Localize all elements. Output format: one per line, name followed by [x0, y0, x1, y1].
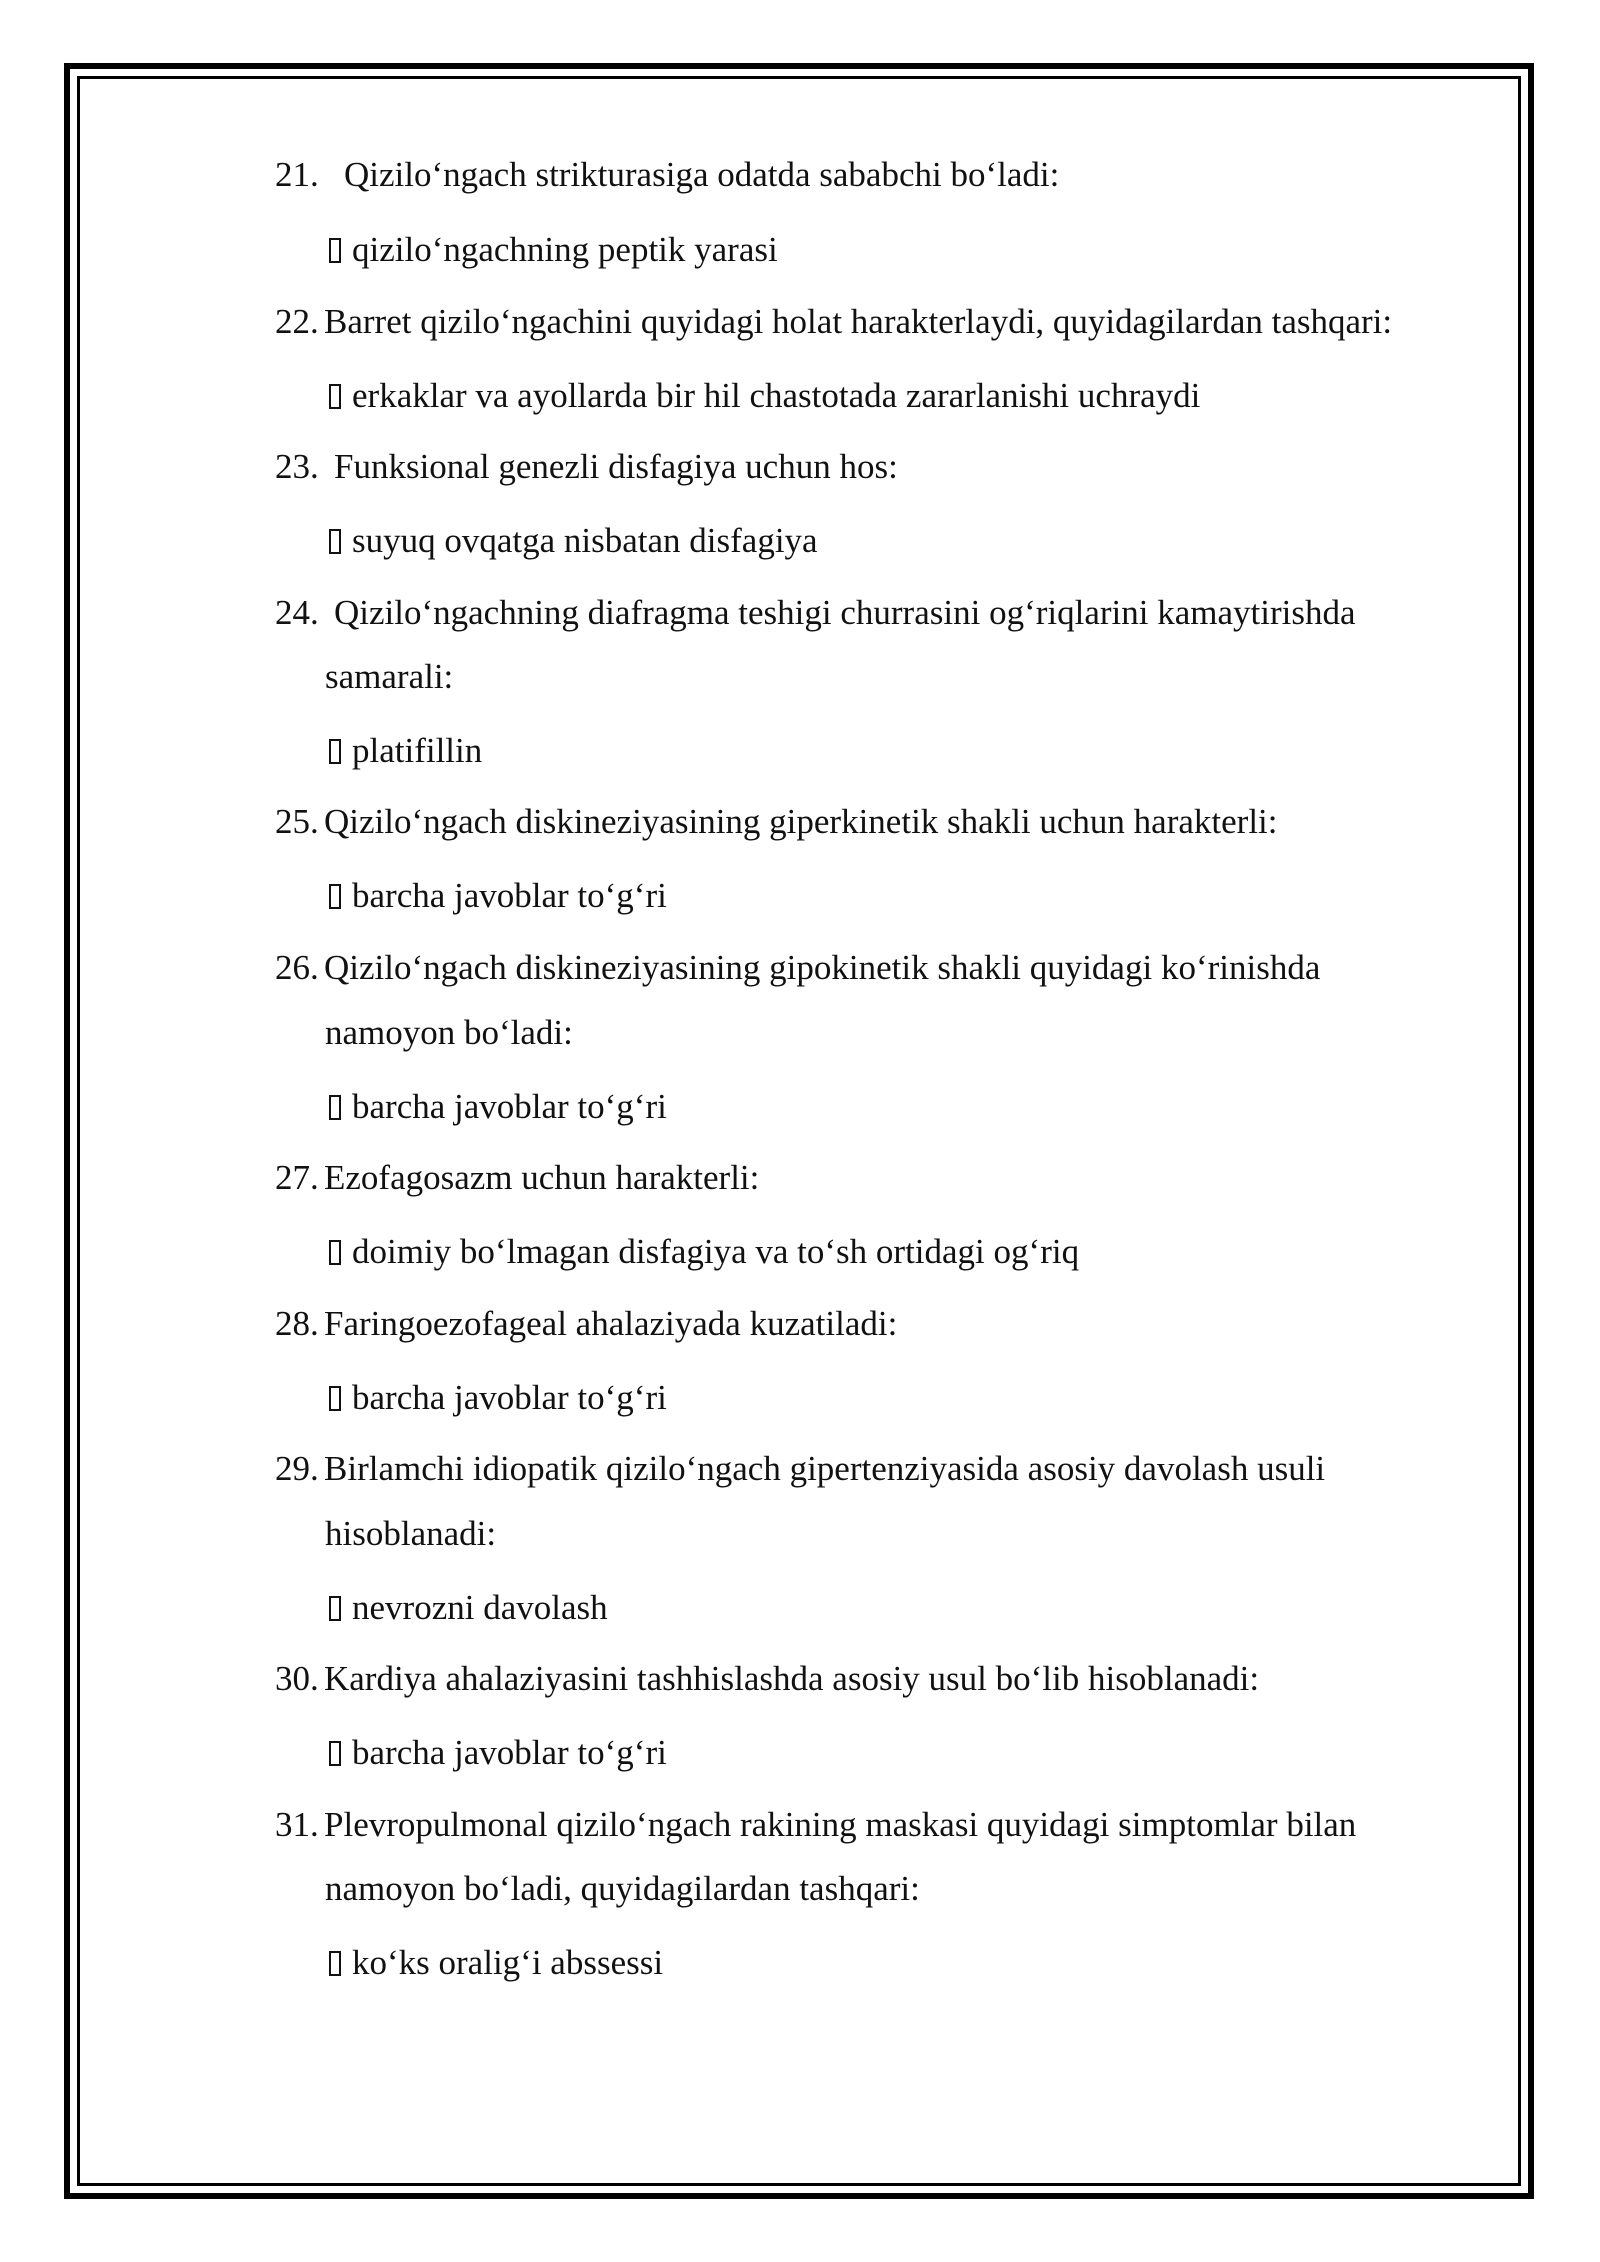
missing-glyph-box-icon: [329, 1240, 341, 1265]
answer-text: qizilo‘ngachning peptik yarasi: [352, 230, 778, 269]
missing-glyph-box-icon: [329, 529, 341, 554]
question-number: 21.: [275, 155, 319, 194]
question-text: Funksional genezli disfagiya uchun hos:: [334, 447, 898, 486]
missing-glyph-box-icon: [329, 1095, 341, 1120]
answer-line: [329, 874, 667, 918]
question-number: 26.: [275, 948, 319, 987]
answer-text: doimiy bo‘lmagan disfagiya va to‘sh ortidagi og‘riq: [352, 1232, 1080, 1271]
answer-line: [329, 374, 1200, 418]
answer-line: [329, 1085, 667, 1129]
question-text: Qizilo‘ngach diskineziyasining gipokinetik shakli quyidagi ko‘rinishda: [324, 948, 1321, 987]
missing-glyph-box-icon: [329, 884, 341, 909]
missing-glyph-box-icon: [329, 1951, 341, 1976]
question-text: Qizilo‘ngach strikturasiga odatda sababchi bo‘ladi:: [344, 155, 1060, 194]
question-number: 29.: [275, 1449, 319, 1488]
answer-line: [329, 729, 482, 773]
question-number: 22.: [275, 302, 319, 341]
missing-glyph-box-icon: [329, 384, 341, 409]
question-text: Barret qizilo‘ngachini quyidagi holat harakterlaydi, quyidagilardan tashqari:: [324, 302, 1393, 341]
question-text-continued: samarali:: [325, 657, 454, 696]
missing-glyph-box-icon: [329, 1386, 341, 1411]
missing-glyph-box-icon: [329, 238, 341, 263]
question-text: Plevropulmonal qizilo‘ngach rakining maskasi quyidagi simptomlar bilan: [324, 1805, 1357, 1844]
answer-line: [329, 228, 778, 272]
question-text-continued: namoyon bo‘ladi, quyidagilardan tashqari:: [325, 1869, 920, 1908]
question-number: 23.: [275, 447, 319, 486]
question-text-continued: namoyon bo‘ladi:: [325, 1013, 573, 1052]
question-number: 31.: [275, 1805, 319, 1844]
question-text: Qizilo‘ngach diskineziyasining giperkinetik shakli uchun harakterli:: [324, 802, 1278, 841]
question-number: 28.: [275, 1304, 319, 1343]
answer-line: [329, 1376, 667, 1420]
answer-text: ko‘ks oralig‘i abssessi: [352, 1943, 664, 1982]
question-number: 24.: [275, 593, 319, 632]
answer-text: barcha javoblar to‘g‘ri: [352, 1087, 667, 1126]
answer-line: [329, 519, 818, 563]
answer-text: barcha javoblar to‘g‘ri: [352, 1733, 667, 1772]
question-number: 25.: [275, 802, 319, 841]
answer-text: barcha javoblar to‘g‘ri: [352, 1378, 667, 1417]
answer-text: barcha javoblar to‘g‘ri: [352, 876, 667, 915]
question-number: 27.: [275, 1158, 319, 1197]
answer-line: [329, 1941, 663, 1985]
question-text: Qizilo‘ngachning diafragma teshigi churrasini og‘riqlarini kamaytirishda: [334, 593, 1356, 632]
answer-text: erkaklar va ayollarda bir hil chastotada zararlanishi uchraydi: [352, 376, 1201, 415]
answer-line: [329, 1230, 1079, 1274]
question-text: Kardiya ahalaziyasini tashhislashda asosiy usul bo‘lib hisoblanadi:: [324, 1659, 1260, 1698]
question-text-continued: hisoblanadi:: [325, 1514, 497, 1553]
missing-glyph-box-icon: [329, 739, 341, 764]
missing-glyph-box-icon: [329, 1741, 341, 1766]
question-number: 30.: [275, 1659, 319, 1698]
answer-line: [329, 1731, 667, 1775]
answer-line: [329, 1586, 608, 1630]
question-text: Faringoezofageal ahalaziyada kuzatiladi:: [324, 1304, 898, 1343]
missing-glyph-box-icon: [329, 1596, 341, 1621]
answer-text: suyuq ovqatga nisbatan disfagiya: [352, 521, 818, 560]
question-text: Birlamchi idiopatik qizilo‘ngach gipertenziyasida asosiy davolash usuli: [324, 1449, 1326, 1488]
answer-text: nevrozni davolash: [352, 1588, 608, 1627]
question-text: Ezofagosazm uchun harakterli:: [324, 1158, 760, 1197]
answer-text: platifillin: [352, 731, 483, 770]
